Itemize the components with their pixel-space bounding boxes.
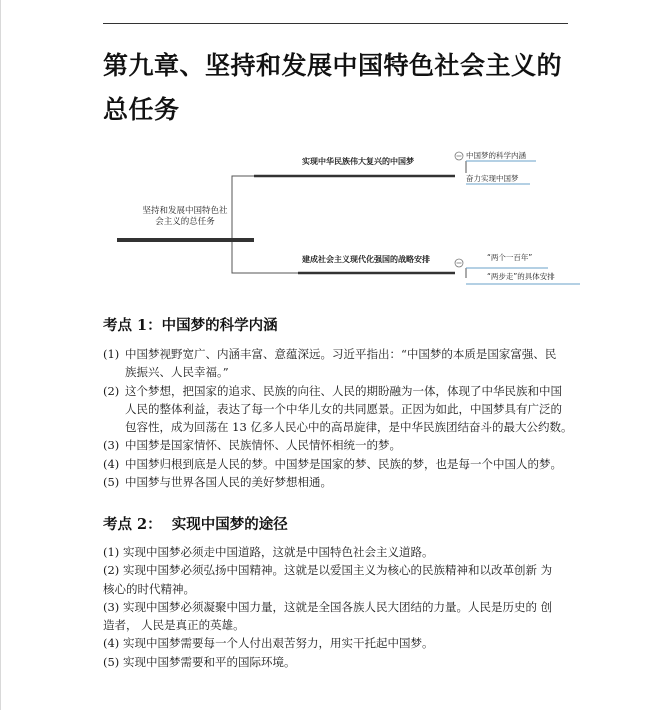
branch-node-chinese-dream[interactable]: 实现中华民族伟大复兴的中国梦: [302, 157, 414, 166]
leaf-node-scientific-connotation[interactable]: 中国梦的科学内涵: [466, 151, 526, 160]
item-line: 中国梦与世界各国人民的美好梦想相通。: [125, 475, 332, 490]
section-heading-2: 考点 2： 实现中国梦的途径: [103, 516, 288, 533]
item-line: 这个梦想，把国家的追求、民族的向往、人民的期盼融为一体，体现了中华民族和中国: [125, 383, 562, 398]
page-edge: [0, 0, 1, 710]
item-line: 中国梦视野宽广、内涵丰富、意蕴深远。习近平指出：“中国梦的本质是国家富强、民: [125, 347, 557, 361]
header-rule: [103, 23, 568, 24]
item-line: 核心的时代精神。: [103, 581, 195, 596]
mind-map: [0, 140, 665, 290]
item-line: (3) 实现中国梦必须凝聚中国力量，这就是全国各族人民大团结的力量。人民是历史的 创: [103, 599, 553, 614]
item-line: (5) 实现中国梦需要和平的国际环境。: [103, 654, 296, 669]
root-node-line1[interactable]: 坚持和发展中国特色社: [142, 206, 228, 216]
list-item: [103, 455, 573, 473]
item-line: (4) 实现中国梦需要每一个人付出艰苦努力，用实干托起中国梦。: [103, 636, 434, 651]
list-item: [103, 598, 573, 635]
list-item: [103, 561, 573, 598]
list-item: [103, 473, 573, 491]
item-number: (2): [103, 383, 120, 398]
item-line: 造者， 人民是真正的英雄。: [103, 618, 245, 633]
item-number: (3): [103, 438, 120, 453]
item-line: 中国梦是国家情怀、民族情怀、人民情怀相统一的梦。: [125, 438, 401, 453]
item-number: (5): [103, 475, 120, 490]
item-line: (1) 实现中国梦必须走中国道路，这就是中国特色社会主义道路。: [103, 545, 434, 559]
leaf-node-two-centenary-goals[interactable]: “两个一百年”: [487, 253, 533, 262]
leaf-node-realize-dream[interactable]: 奋力实现中国梦: [466, 174, 519, 183]
list-item: [103, 653, 573, 671]
item-line: (2) 实现中国梦必须弘扬中国精神。这就是以爱国主义为核心的民族精神和以改革创新 为: [103, 563, 553, 578]
section-heading-1: 考点 1：中国梦的科学内涵: [103, 317, 278, 334]
item-line: 包容性，成为回荡在 13 亿多人民心中的高昂旋律，是中华民族团结奋斗的最大公约数。: [125, 420, 573, 435]
item-number: (4): [103, 456, 120, 471]
item-number: (1): [103, 347, 120, 361]
chapter-title: 第九章、坚持和发展中国特色社会主义的总任务: [103, 51, 563, 124]
item-line: 中国梦归根到底是人民的梦。中国梦是国家的梦、民族的梦，也是每一个中国人的梦。: [125, 456, 562, 471]
list-item: [103, 382, 573, 437]
item-line: 族振兴、人民幸福。”: [125, 365, 229, 380]
root-node-line2[interactable]: 会主义的总任务: [155, 217, 215, 227]
leaf-node-two-step-arrangement[interactable]: “两步走”的具体安排: [487, 272, 555, 281]
item-line: 人民的整体利益，表达了每一个中华儿女的共同愿景。正因为如此，中国梦具有广泛的: [125, 401, 562, 416]
list-item: [103, 634, 573, 652]
section-1-list: [103, 345, 573, 491]
list-item: [103, 543, 573, 561]
list-item: [103, 345, 573, 382]
branch-node-strategic-arrangement[interactable]: 建成社会主义现代化强国的战略安排: [302, 255, 430, 264]
list-item: [103, 436, 573, 454]
section-2-list: [103, 543, 573, 671]
